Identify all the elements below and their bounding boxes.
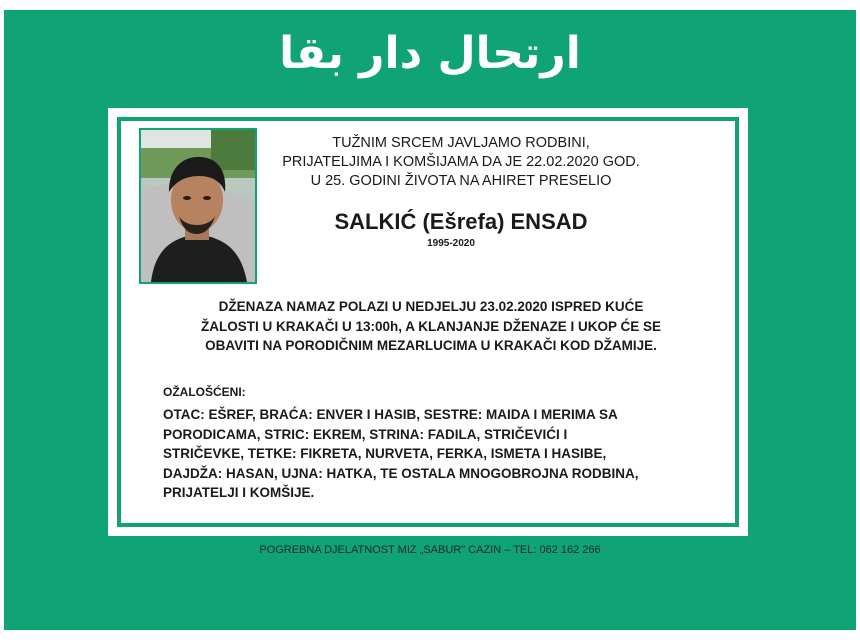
obituary-sheet [4, 10, 856, 630]
arabic-calligraphy-header: ارتحال دار بقا [279, 28, 581, 79]
funeral-service-footer: POGREBNA DJELATNOST MIZ „SABUR" CAZIN – TEL: 062 162 266 [259, 544, 601, 556]
intro-line: PRIJATELJIMA I KOMŠIJAMA DA JE 22.02.2020 GOD. [282, 154, 640, 170]
mourners-line: PRIJATELJI I KOMŠIJE. [163, 485, 315, 500]
funeral-line: DŽENAZA NAMAZ POLAZI U NEDJELJU 23.02.2020 ISPRED KUĆE [218, 299, 644, 314]
mourners-list [163, 405, 723, 503]
funeral-line: ŽALOSTI U KRAKAČI U 13:00h, A KLANJANJE DŽENAZE I UKOP ĆE SE [200, 318, 662, 334]
mourners-line: DAJDŽA: HASAN, UJNA: HATKA, TE OSTALA MNOGOBROJNA RODBINA, [163, 465, 639, 481]
deceased-name: SALKIĆ (Ešrefa) ENSAD [334, 209, 588, 234]
intro-text [261, 134, 661, 191]
mourners-heading: OŽALOŠĆENI: [163, 385, 246, 399]
intro-line: TUŽNIM SRCEM JAVLJAMO RODBINI, [332, 135, 590, 151]
mourners-line: OTAC: EŠREF, BRAĆA: ENVER I HASIB, SESTRE: MAIDA I MERIMA SA [163, 407, 618, 422]
mourners-line: PORODICAMA, STRIC: EKREM, STRINA: FADILA, STRIČEVIĆI I [163, 426, 568, 442]
life-years: 1995-2020 [427, 238, 475, 249]
mourners-line: STRIČEVKE, TETKE: FIKRETA, NURVETA, FERKA, ISMETA I HASIBE, [163, 446, 607, 461]
portrait-photo [139, 128, 257, 284]
funeral-details [141, 297, 721, 356]
intro-line: U 25. GODINI ŽIVOTA NA AHIRET PRESELIO [310, 173, 612, 189]
funeral-line: OBAVITI NA PORODIČNIM MEZARLUCIMA U KRAKAČI KOD DŽAMIJE. [205, 338, 657, 353]
notice-inner-border [117, 117, 739, 527]
notice-frame [108, 108, 748, 536]
